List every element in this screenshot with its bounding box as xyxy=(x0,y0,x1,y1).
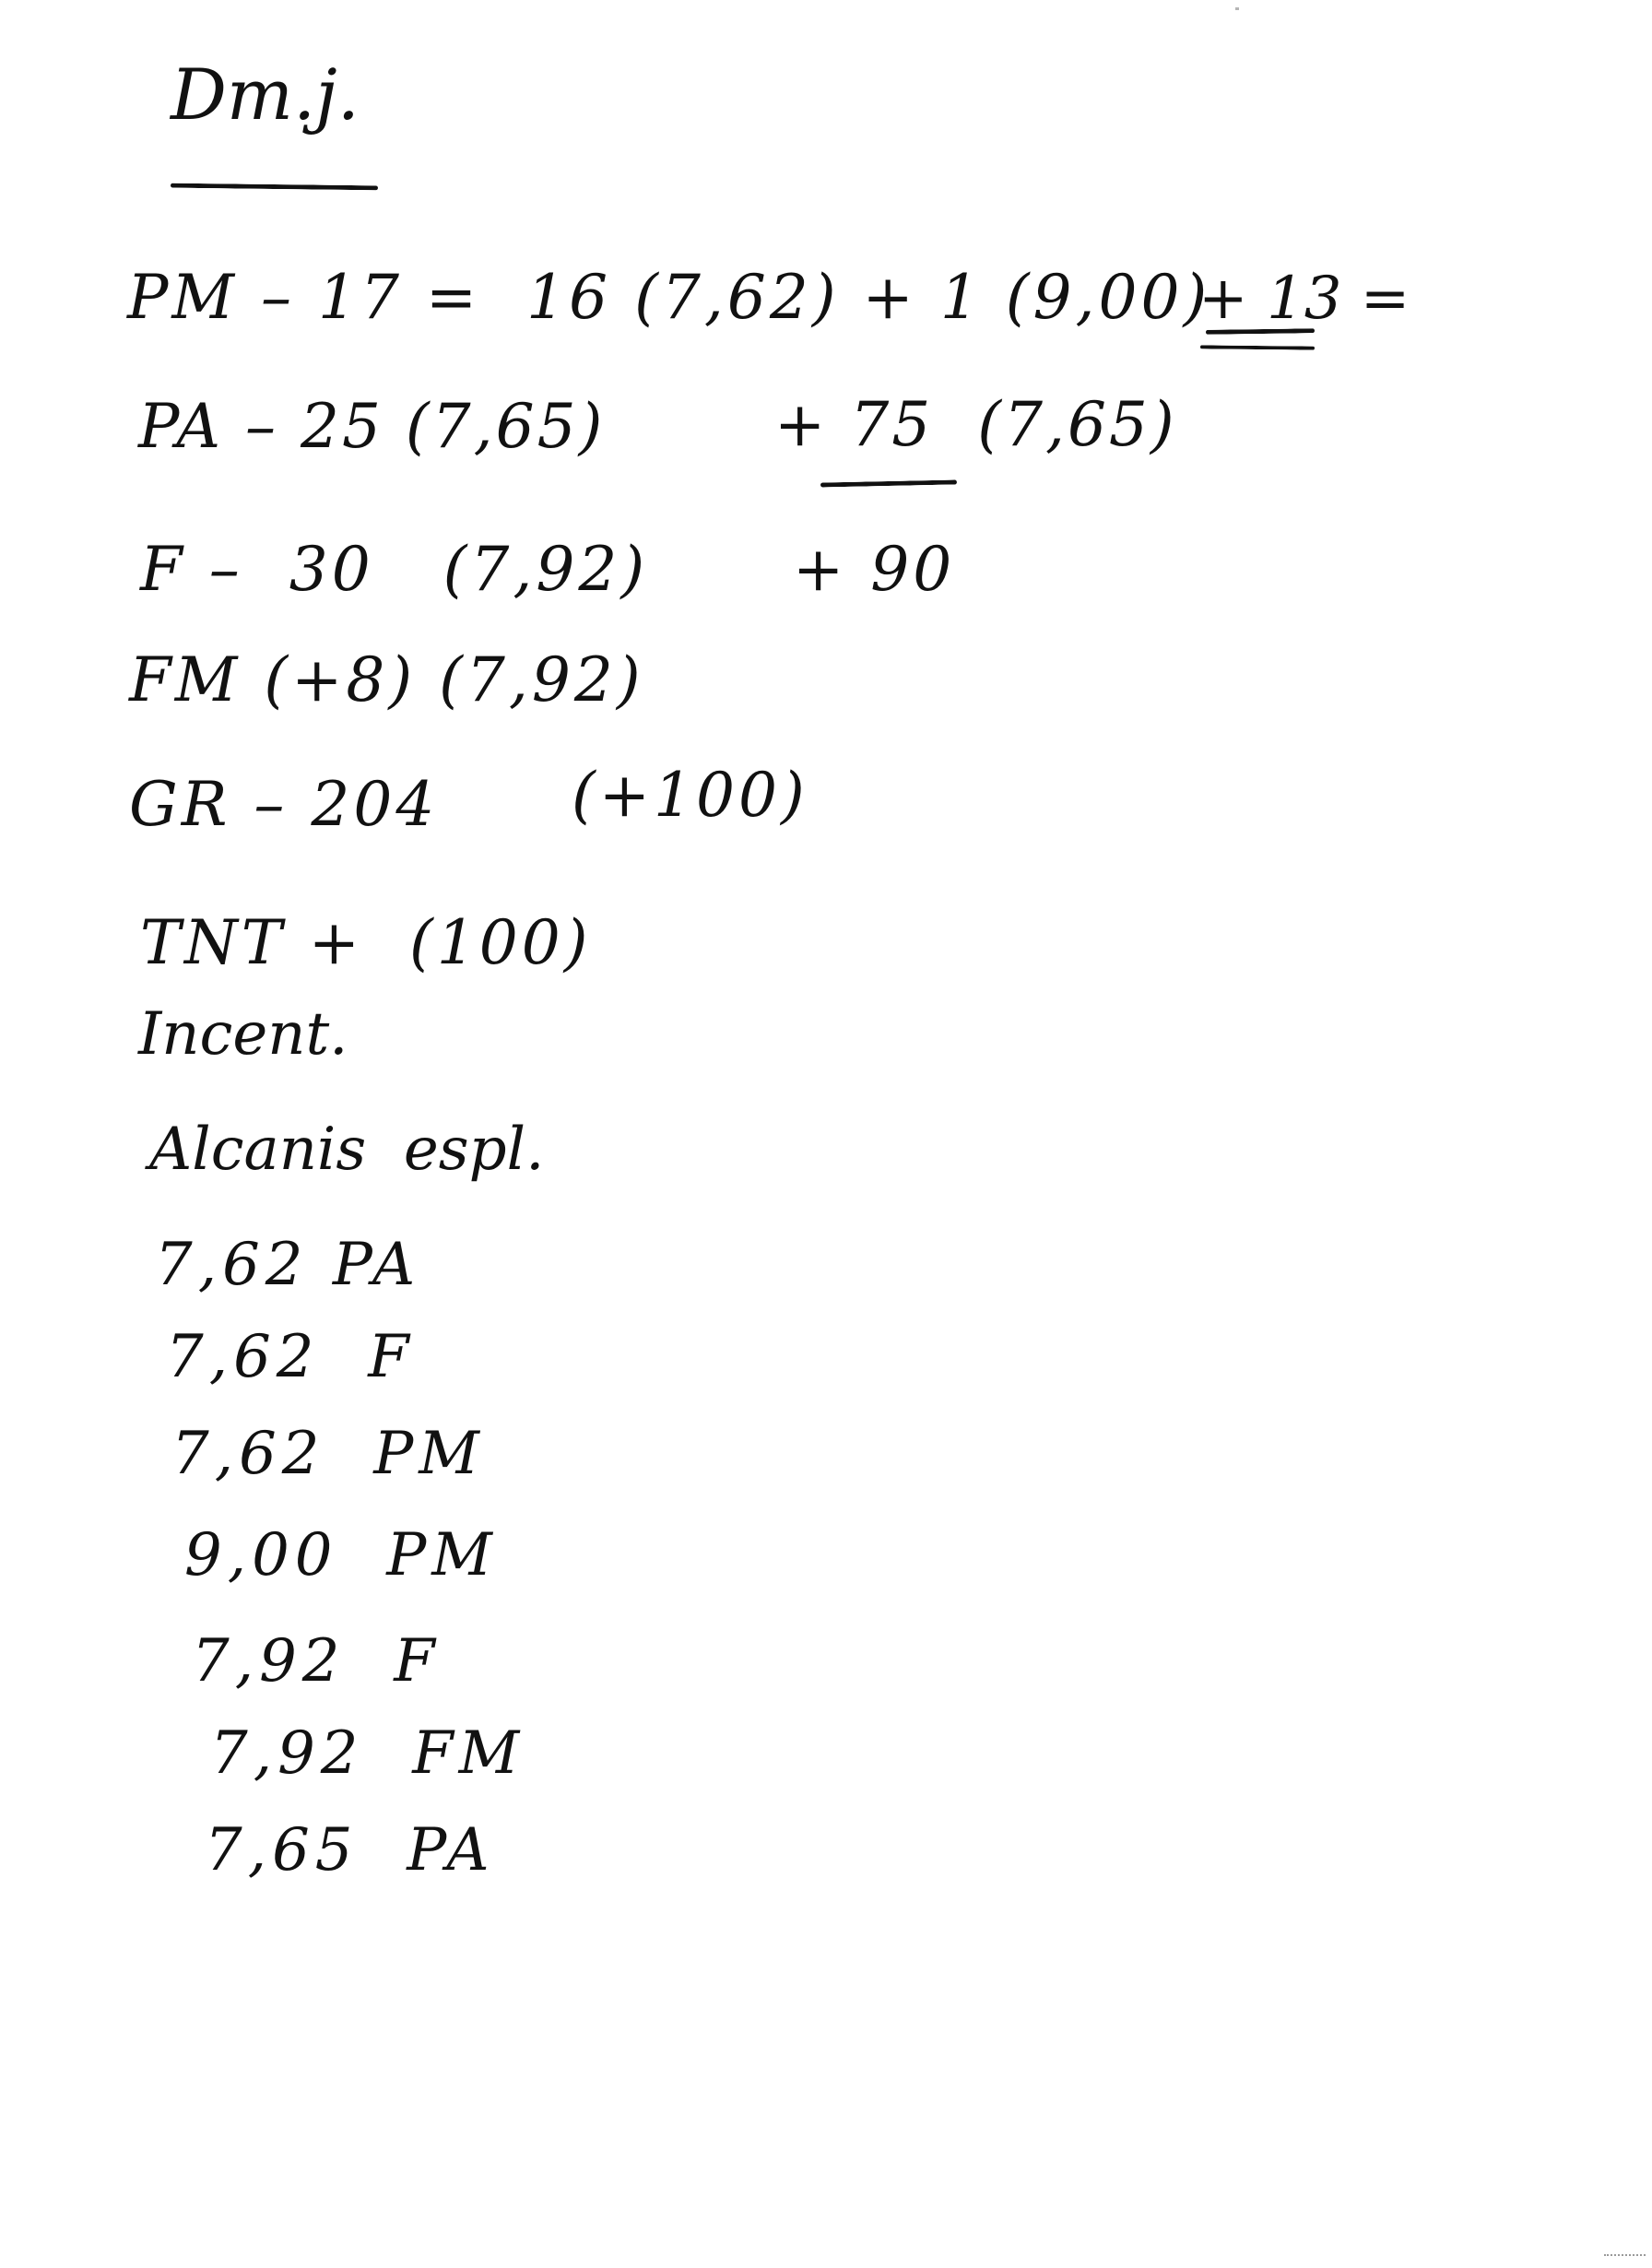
scan-artifact xyxy=(1604,2254,1646,2256)
note-line-1: Incent. xyxy=(138,1000,348,1069)
line-pa: PA – 25 (7,65) xyxy=(138,391,606,462)
line-gr: GR – 204 xyxy=(129,769,439,840)
price-line: 9,00 PM xyxy=(184,1521,498,1589)
title-underline xyxy=(171,183,378,191)
title-block xyxy=(171,41,392,207)
scan-speck xyxy=(1235,7,1239,10)
pm-extra-double-underline xyxy=(1200,345,1315,349)
price-line: 7,92 F xyxy=(192,1627,441,1695)
price-line: 7,62 PA xyxy=(155,1231,421,1299)
note-line-2: Alcanis espl. xyxy=(149,1116,545,1184)
price-line: 7,62 PM xyxy=(171,1420,485,1488)
page-title: Dm.j. xyxy=(171,53,360,136)
line-pa-extra: + 75 (7,65) xyxy=(774,389,1177,460)
line-tnt: TNT + (100) xyxy=(140,907,592,978)
line-pm: PM – 17 = 16 (7,62) + 1 (9,00) xyxy=(127,262,1211,333)
line-f: F – 30 (7,92) xyxy=(140,534,649,605)
pm-extra-underline xyxy=(1206,328,1315,335)
pa-extra-underline xyxy=(820,479,957,487)
line-f-extra: + 90 xyxy=(793,534,956,605)
price-line: 7,65 PA xyxy=(205,1816,495,1884)
line-fm: FM (+8) (7,92) xyxy=(129,644,644,715)
line-gr-extra: (+100) xyxy=(572,760,808,831)
price-line: 7,62 F xyxy=(166,1323,415,1391)
line-pm-extra: + 13 = xyxy=(1198,265,1410,333)
price-line: 7,92 FM xyxy=(210,1719,525,1788)
